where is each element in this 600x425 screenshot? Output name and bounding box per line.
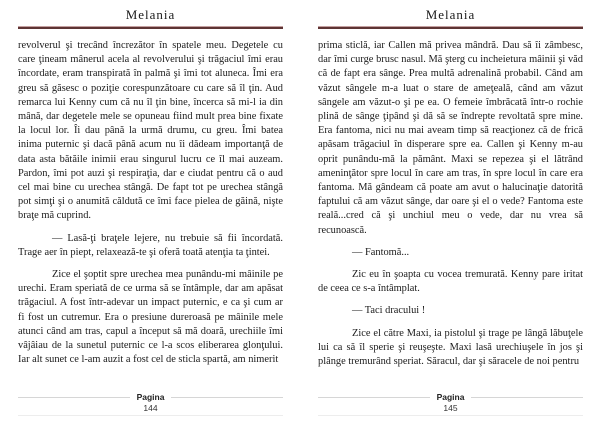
page-title: Melania: [425, 7, 476, 22]
dialogue-paragraph: — Fantomă...: [352, 246, 410, 258]
page-body: [18, 39, 283, 367]
page-number: 145: [443, 403, 458, 413]
footer-rule-row: [318, 392, 583, 402]
body-paragraph: Zice el şoptit spre urechea mea punându-mi mâinile pe urechi. Eram speriată de ce urma să se întâmple, dar am apăsat trăgaciul. A fost într-adevar un impact puternic, e ca şi cum ar fi fost un cutremur. Era o presiune dureroasă pe mâinile mele atunci când am tras, capul a început să mă doară, urechiile îmi vâjâiau de la sunetul puternic ce l-a scos eliberarea glonţului. Iar alt sunet ce l-am auzit a fost cel de sticla spartă, am nimerit: [18, 269, 283, 366]
body-paragraph: Zice el către Maxi, ia pistolul şi trage pe lângă lăbuţele lui ca să îl sperie şi reuşeşte. Maxi lasă urechiuşele în jos şi plânge tremurând speriat. Săracul, dar şi săracele de noi pentru: [318, 327, 583, 368]
footer-label: Pagina: [136, 392, 165, 402]
page-number: 144: [143, 403, 158, 413]
page-footer: [318, 392, 583, 416]
footer-bottom-line: [18, 415, 283, 416]
page-body: [318, 39, 583, 369]
page-footer: [18, 392, 283, 416]
footer-line-right: [471, 397, 583, 398]
body-paragraph: Zic eu în şoapta cu vocea tremurată. Kenny pare iritat de ceea ce s-a întâmplat.: [318, 269, 583, 295]
dialogue-paragraph: — Taci dracului !: [352, 305, 426, 317]
body-paragraph: prima sticlă, iar Callen mă privea mândră. Dau să îi zâmbesc, dar îmi curge brusc nasul. Mă şterg cu incheietura mâinii şi văd că de fapt era sânge. Prea multă adrenalină probabil. Când am văzut sângele m-a luat o stare de ameţeală, când am văzut sângele am văzut-o şi pe ea. O femeie îmbrăcată într-o rochie plină de sânge ţipând şi dă să se îndrepte revoltată spre mine. Era fantoma, nici nu mai aveam timp să reacţionez că de frică apăsam trăgaciul în disperare spre ea. Callen şi Kenny m-au oprit punându-mă la pământ. Maxi se repezea şi el lătrând ameninţător spre locul în care am tras, în spre locul în care era fantoma. Mă gândeam că poate am avut o halucinaţie datorită faptului că am văzut sânge, dar oare şi el o vede? Fantoma este reală...cred că şi unchiul meu o vede, dar nu vrea să recunoască.: [318, 40, 583, 236]
footer-bottom-line: [318, 415, 583, 416]
page-title: Melania: [125, 7, 176, 22]
footer-line-right: [171, 397, 283, 398]
dialogue-paragraph: — Lasă-ţi braţele lejere, nu trebuie să fii încordată. Trage aer în piept, relaxează-te şi oferă toată atenţia ta ţintei.: [18, 232, 283, 258]
footer-rule-row: [18, 392, 283, 402]
body-paragraph: revolverul şi trecând încrezător în spatele meu. Degetele cu care ţineam mânerul acela al revolverului şi trăgaciul îmi erau încordate, eram transpirată în palmă şi îmi tot aluneca. Îmi era greu să găsesc o poziţie corespunzătoare cu care să îl ţin. Aud remarca lui Kenny cum că nu îl ţin bine, încerca să mi-l ia din mână, dar degetele mele se opuneau fiind mult prea bine fixate la locul lor. Îi dau până la urmă drumu, cu greu. Îmi batea inima puternic şi dacă până acum nu îi dădeam importanţă de data asta bătăile inimii erau singurul lucru ce îl mai auzeam. Pardon, îmi pot auzi şi respiraţia, dar e ciudat pentru că o aud cel mai bine cu urechea stângă. De fapt tot pe urechea stângă pot simţi şi o anumită căldută ce îmi face pielea de găină, nişte braţe mă cuprind.: [18, 40, 283, 222]
footer-line-left: [318, 397, 430, 398]
page-header: [18, 6, 283, 29]
page-right: [300, 0, 600, 425]
footer-line-left: [18, 397, 130, 398]
page-header: [318, 6, 583, 29]
header-rule: [18, 26, 283, 29]
header-rule: [318, 26, 583, 29]
footer-label: Pagina: [436, 392, 465, 402]
